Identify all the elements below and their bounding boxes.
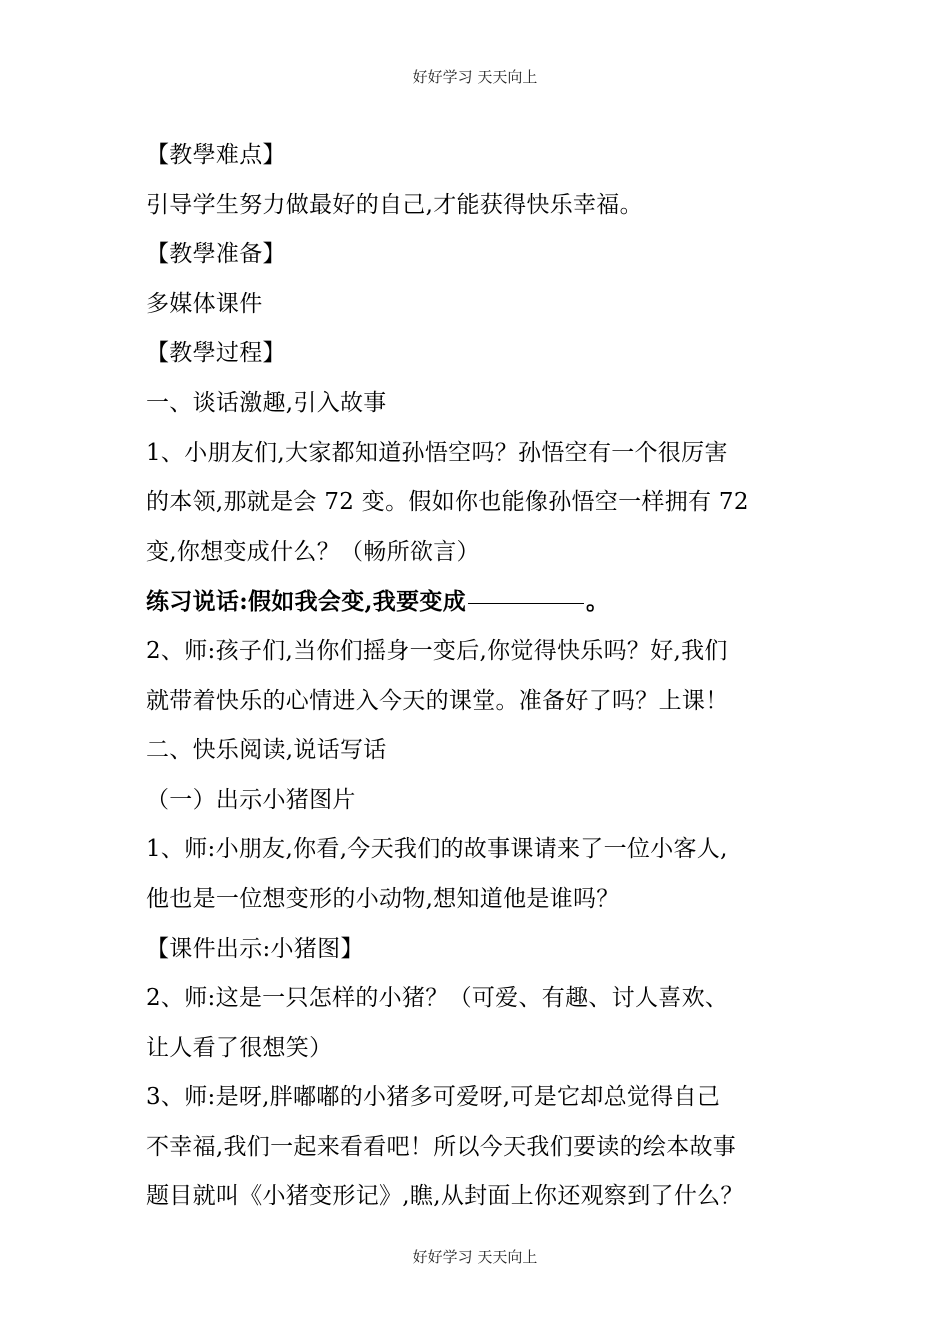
speaking-practice-line: [146, 577, 836, 627]
paragraph-line: 3、师:是呀,胖嘟嘟的小猪多可爱呀,可是它却总觉得自己: [146, 1084, 721, 1111]
subsection-heading: （一）出示小猪图片: [146, 786, 356, 813]
paragraph-line: 变,你想变成什么？（畅所欲言）: [146, 538, 480, 565]
paragraph-line: 让人看了很想笑）: [146, 1034, 333, 1061]
paragraph-line: 就带着快乐的心情进入今天的课堂。准备好了吗？上课！: [146, 687, 729, 714]
section-heading: 一、谈话激趣,引入故事: [146, 389, 387, 416]
paragraph-line: 1、小朋友们,大家都知道孙悟空吗？孙悟空有一个很厉害: [146, 439, 728, 466]
heading-teaching-preparation: 【教學准备】: [146, 241, 286, 268]
paragraph-line: 2、师:孩子们,当你们摇身一变后,你觉得快乐吗？好,我们: [146, 637, 728, 664]
paragraph-line: 2、师:这是一只怎样的小猪？（可爱、有趣、讨人喜欢、: [146, 985, 729, 1012]
paragraph-line: 他也是一位想变形的小动物,想知道他是谁吗？: [146, 885, 620, 912]
courseware-note: 【课件出示:小猪图】: [146, 935, 364, 962]
paragraph-line: 题目就叫《小猪变形记》,瞧,从封面上你还观察到了什么？: [146, 1183, 744, 1210]
paragraph-line: 不幸福,我们一起来看看吧！所以今天我们要读的绘本故事: [146, 1133, 737, 1160]
section-heading: 二、快乐阅读,说话写话: [146, 737, 387, 764]
speaking-practice-prompt: 练习说话:假如我会变,我要变成: [146, 588, 466, 616]
page-footer: 好好学习 天天向上: [412, 1248, 538, 1266]
fill-in-blank: [468, 602, 584, 604]
speaking-practice-end: 。: [586, 588, 610, 616]
page-header: 好好学习 天天向上: [412, 68, 538, 86]
paragraph-line: 多媒体课件: [146, 290, 263, 317]
document-body: [146, 131, 836, 1222]
paragraph-line: 引导学生努力做最好的自己,才能获得快乐幸福。: [146, 191, 643, 218]
paragraph-line: 的本领,那就是会 72 变。假如你也能像孙悟空一样拥有 72: [146, 489, 749, 516]
heading-teaching-process: 【教學过程】: [146, 340, 286, 367]
heading-teaching-difficulty: 【教學难点】: [146, 142, 286, 168]
paragraph-line: 1、师:小朋友,你看,今天我们的故事课请来了一位小客人,: [146, 836, 728, 863]
